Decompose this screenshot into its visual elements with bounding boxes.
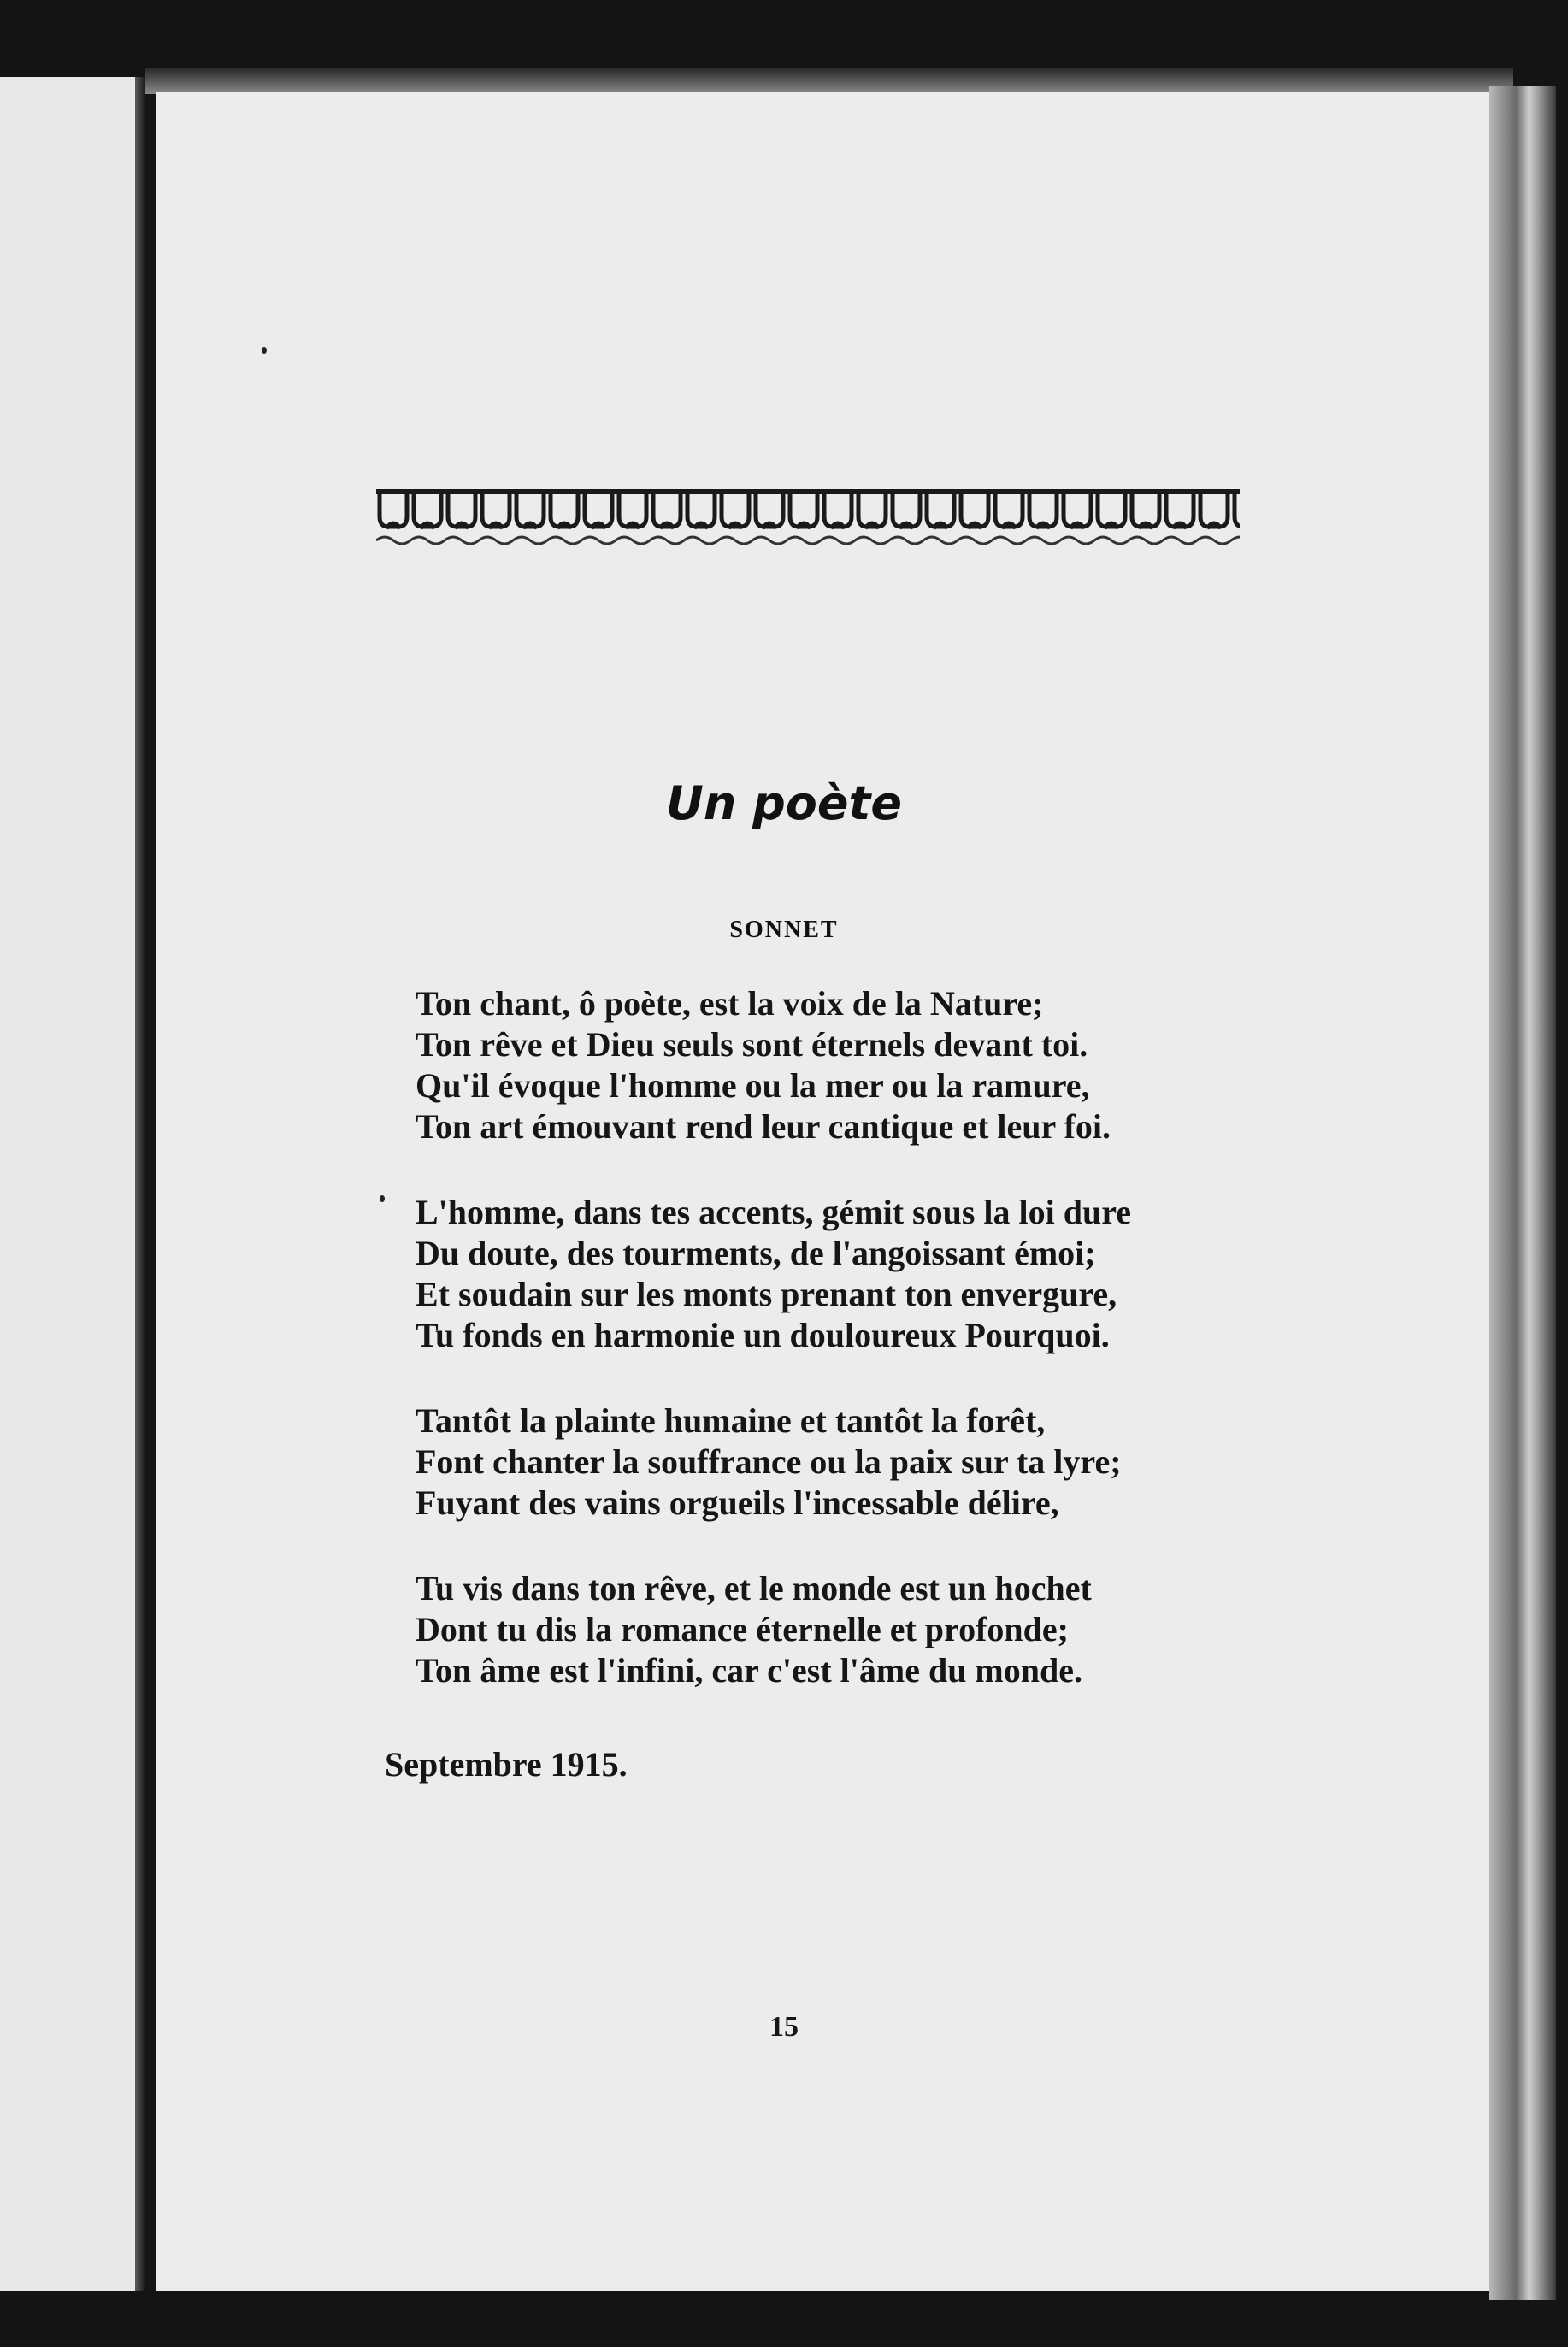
verse-line: Tu vis dans ton rêve, et le monde est un hochet	[416, 1569, 1092, 1607]
verse-line: Ton chant, ô poète, est la voix de la Nature;	[416, 984, 1044, 1023]
verse-line: Et soudain sur les monts prenant ton envergure,	[416, 1275, 1117, 1313]
stanza	[416, 1568, 1484, 1691]
verse-line: Font chanter la souffrance ou la paix sur ta lyre;	[416, 1442, 1122, 1481]
stanza	[416, 1401, 1484, 1524]
verse-line: Tu fonds en harmonie un douloureux Pourquoi.	[416, 1316, 1110, 1354]
facing-page-edge	[0, 77, 145, 2291]
page-top-edge	[145, 68, 1513, 94]
verse-line: Qu'il évoque l'homme ou la mer ou la ramure,	[416, 1066, 1090, 1105]
verse-line: Ton âme est l'infini, car c'est l'âme du monde.	[416, 1651, 1082, 1689]
verse-line: Dont tu dis la romance éternelle et profonde;	[416, 1610, 1069, 1648]
poem-subtitle: SONNET	[729, 917, 839, 943]
verse-line: Tantôt la plainte humaine et tantôt la forêt,	[416, 1401, 1046, 1440]
decorative-border-icon	[376, 484, 1240, 552]
stanza	[416, 983, 1484, 1147]
page-number: 15	[769, 2011, 799, 2043]
stanza	[416, 1192, 1484, 1356]
verse-line: Fuyant des vains orgueils l'incessable délire,	[416, 1483, 1059, 1522]
book-spine-edge	[1489, 86, 1556, 2300]
poem-title: Un poète	[666, 776, 902, 830]
verse-line: Du doute, des tourments, de l'angoissant émoi;	[416, 1234, 1096, 1272]
verse-line: Ton rêve et Dieu seuls sont éternels devant toi.	[416, 1025, 1088, 1064]
poem-body	[416, 983, 1484, 1736]
ink-speck	[380, 1195, 385, 1202]
verse-line: Ton art émouvant rend leur cantique et leur foi.	[416, 1107, 1111, 1146]
poem-date: Septembre 1915.	[385, 1745, 628, 1784]
verse-line: L'homme, dans tes accents, gémit sous la loi dure	[416, 1193, 1132, 1231]
ink-speck	[262, 347, 267, 354]
